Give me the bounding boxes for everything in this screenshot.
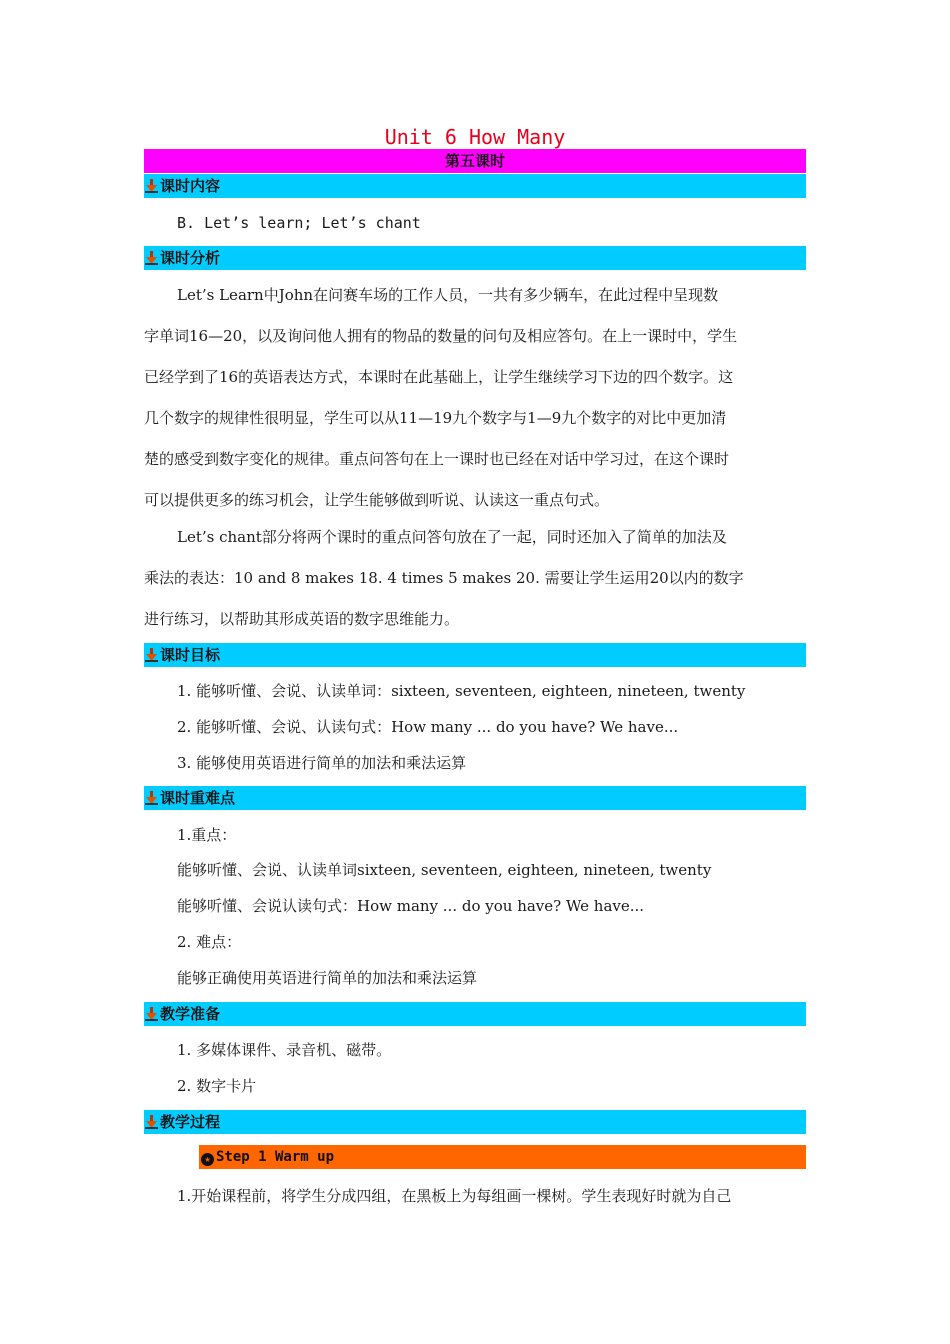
section-title: 课时重难点 bbox=[160, 789, 236, 807]
prep-item: 1. 多媒体课件、录音机、磁带。 bbox=[177, 1041, 392, 1059]
down-arrow-bullet-icon bbox=[145, 1115, 158, 1129]
analysis-line: 可以提供更多的练习机会，让学生能够做到听说、认读这一重点句式。 bbox=[144, 491, 610, 509]
lesson-label-bar: 第五课时 bbox=[144, 149, 806, 173]
section-header-goals bbox=[144, 643, 806, 667]
goal-item: 3. 能够使用英语进行简单的加法和乘法运算 bbox=[177, 754, 467, 772]
analysis-line: 已经学到了16的英语表达方式，本课时在此基础上，让学生继续学习下边的四个数字。这 bbox=[144, 368, 734, 386]
analysis-line: 乘法的表达：10 and 8 makes 18. 4 times 5 makes 20. 需要让学生运用20以内的数字 bbox=[144, 569, 744, 587]
document-title: Unit 6 How Many bbox=[384, 125, 566, 149]
section-header-keypoints bbox=[144, 786, 806, 810]
section-header-content bbox=[144, 174, 806, 198]
step-header bbox=[199, 1145, 806, 1169]
process-line: 1.开始课程前，将学生分成四组，在黑板上为每组画一棵树。学生表现好时就为自己 bbox=[177, 1187, 732, 1205]
star-circle-icon: ★ bbox=[201, 1153, 214, 1166]
keypoint-item: 能够听懂、会说、认读单词sixteen, seventeen, eighteen, nineteen, twenty bbox=[177, 861, 712, 879]
section-title: 教学过程 bbox=[160, 1113, 221, 1131]
goal-item: 1. 能够听懂、会说、认读单词：sixteen, seventeen, eighteen, nineteen, twenty bbox=[177, 682, 746, 700]
keypoint-item: 能够听懂、会说认读句式：How many ... do you have? We have... bbox=[177, 897, 645, 915]
keypoint-item: 2. 难点： bbox=[177, 933, 242, 951]
section-title: 课时分析 bbox=[160, 249, 221, 267]
section-title: 课时内容 bbox=[160, 177, 221, 195]
down-arrow-bullet-icon bbox=[145, 1007, 158, 1021]
content-text: B. Let’s learn; Let’s chant bbox=[177, 214, 421, 232]
down-arrow-bullet-icon bbox=[145, 648, 158, 662]
down-arrow-bullet-icon bbox=[145, 179, 158, 193]
section-title: 教学准备 bbox=[160, 1005, 221, 1023]
section-header-process bbox=[144, 1110, 806, 1134]
goal-item: 2. 能够听懂、会说、认读句式：How many ... do you have? We have... bbox=[177, 718, 679, 736]
down-arrow-bullet-icon bbox=[145, 251, 158, 265]
down-arrow-bullet-icon bbox=[145, 791, 158, 805]
analysis-line: 楚的感受到数字变化的规律。重点问答句在上一课时也已经在对话中学习过，在这个课时 bbox=[144, 450, 730, 468]
keypoint-item: 能够正确使用英语进行简单的加法和乘法运算 bbox=[177, 969, 478, 987]
analysis-line: Let’s Learn中John在问赛车场的工作人员，一共有多少辆车，在此过程中呈现数 bbox=[177, 286, 719, 304]
keypoint-item: 1.重点： bbox=[177, 826, 237, 844]
section-header-analysis bbox=[144, 246, 806, 270]
section-header-prep bbox=[144, 1002, 806, 1026]
analysis-line: Let’s chant部分将两个课时的重点问答句放在了一起，同时还加入了简单的加法及 bbox=[177, 528, 727, 546]
section-title: 课时目标 bbox=[160, 646, 221, 664]
analysis-line: 字单词16—20，以及询问他人拥有的物品的数量的问句及相应答句。在上一课时中，学生 bbox=[144, 327, 738, 345]
prep-item: 2. 数字卡片 bbox=[177, 1077, 257, 1095]
analysis-line: 几个数字的规律性很明显，学生可以从11—19九个数字与1—9九个数字的对比中更加清 bbox=[144, 409, 727, 427]
analysis-line: 进行练习，以帮助其形成英语的数字思维能力。 bbox=[144, 610, 460, 628]
step-title: Step 1 Warm up bbox=[216, 1149, 335, 1165]
